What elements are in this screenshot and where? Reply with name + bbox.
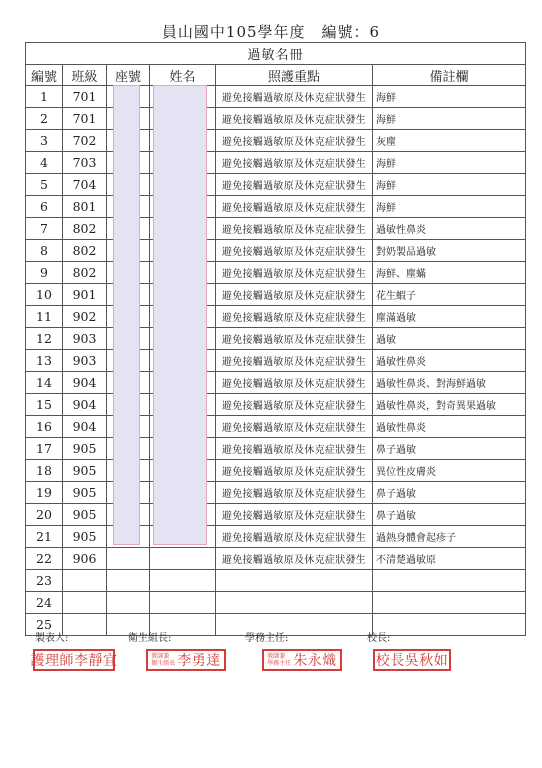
stamp-health-title xyxy=(151,653,175,667)
cell-class: 903 xyxy=(63,328,107,350)
cell-name xyxy=(150,548,216,570)
cell-number: 15 xyxy=(26,394,63,416)
table-row xyxy=(26,152,526,174)
cell-number: 5 xyxy=(26,174,63,196)
cell-care: 避免接觸過敏原及休克症狀發生 xyxy=(216,526,373,548)
cell-number: 22 xyxy=(26,548,63,570)
cell-care: 避免接觸過敏原及休克症狀發生 xyxy=(216,240,373,262)
cell-number: 16 xyxy=(26,416,63,438)
column-header-care: 照護重點 xyxy=(216,65,373,86)
cell-class: 905 xyxy=(63,504,107,526)
cell-class: 905 xyxy=(63,526,107,548)
cell-note: 異位性皮膚炎 xyxy=(373,460,526,482)
cell-note: 過敏 xyxy=(373,328,526,350)
table-caption-row xyxy=(26,43,526,65)
cell-care: 避免接觸過敏原及休克症狀發生 xyxy=(216,108,373,130)
cell-class: 904 xyxy=(63,372,107,394)
table-row xyxy=(26,570,526,592)
cell-care: 避免接觸過敏原及休克症狀發生 xyxy=(216,504,373,526)
cell-care: 避免接觸過敏原及休克症狀發生 xyxy=(216,306,373,328)
cell-note: 塵滿過敏 xyxy=(373,306,526,328)
column-header-number: 編號 xyxy=(26,65,63,86)
cell-care: 避免接觸過敏原及休克症狀發生 xyxy=(216,284,373,306)
cell-number: 1 xyxy=(26,86,63,108)
table-row xyxy=(26,526,526,548)
cell-care: 避免接觸過敏原及休克症狀發生 xyxy=(216,438,373,460)
stamp-principal xyxy=(373,649,451,671)
cell-number: 9 xyxy=(26,262,63,284)
cell-note: 海鮮 xyxy=(373,196,526,218)
column-header-class: 班級 xyxy=(63,65,107,86)
table-row xyxy=(26,174,526,196)
document-title: 員山國中105學年度 編號：6 xyxy=(161,23,381,41)
cell-care: 避免接觸過敏原及休克症狀發生 xyxy=(216,416,373,438)
cell-care: 避免接觸過敏原及休克症狀發生 xyxy=(216,548,373,570)
cell-note: 過熱身體會起疹子 xyxy=(373,526,526,548)
table-row xyxy=(26,592,526,614)
cell-seat xyxy=(107,570,150,592)
label-student-affairs-director: 學務主任: xyxy=(245,633,289,644)
cell-number: 23 xyxy=(26,570,63,592)
table-row xyxy=(26,262,526,284)
cell-note: 海鮮 xyxy=(373,108,526,130)
stamp-preparer xyxy=(30,649,118,671)
table-row xyxy=(26,218,526,240)
cell-class: 901 xyxy=(63,284,107,306)
cell-care: 避免接觸過敏原及休克症狀發生 xyxy=(216,174,373,196)
stamp-health-section-chief xyxy=(146,649,226,671)
cell-care: 避免接觸過敏原及休克症狀發生 xyxy=(216,152,373,174)
cell-number: 17 xyxy=(26,438,63,460)
stamp-affairs-title-line1: 教師兼 xyxy=(267,653,286,660)
table-row xyxy=(26,86,526,108)
cell-class: 802 xyxy=(63,240,107,262)
cell-note: 過敏性鼻炎 xyxy=(373,350,526,372)
cell-note: 海鮮 xyxy=(373,174,526,196)
label-preparer: 製表人: xyxy=(35,633,69,644)
cell-class: 703 xyxy=(63,152,107,174)
cell-care: 避免接觸過敏原及休克症狀發生 xyxy=(216,394,373,416)
cell-seat xyxy=(107,548,150,570)
cell-number: 2 xyxy=(26,108,63,130)
allergy-roster-table xyxy=(25,42,526,636)
cell-care: 避免接觸過敏原及休克症狀發生 xyxy=(216,372,373,394)
cell-note: 鼻子過敏 xyxy=(373,438,526,460)
table-row xyxy=(26,438,526,460)
cell-number: 10 xyxy=(26,284,63,306)
cell-seat xyxy=(107,592,150,614)
table-caption: 過敏名冊 xyxy=(26,43,526,65)
name-redaction xyxy=(153,85,207,545)
cell-care: 避免接觸過敏原及休克症狀發生 xyxy=(216,460,373,482)
stamp-affairs-title-line2: 學務主任 xyxy=(267,660,292,667)
cell-class xyxy=(63,570,107,592)
cell-care xyxy=(216,614,373,636)
cell-note: 海鮮 xyxy=(373,86,526,108)
cell-number: 8 xyxy=(26,240,63,262)
cell-number: 20 xyxy=(26,504,63,526)
cell-number: 21 xyxy=(26,526,63,548)
cell-care: 避免接觸過敏原及休克症狀發生 xyxy=(216,86,373,108)
column-header-seat: 座號 xyxy=(107,65,150,86)
cell-note: 過敏性鼻炎、對海鮮過敏 xyxy=(373,372,526,394)
cell-number: 7 xyxy=(26,218,63,240)
cell-name xyxy=(150,570,216,592)
cell-class: 701 xyxy=(63,108,107,130)
cell-class: 801 xyxy=(63,196,107,218)
label-health-section-chief: 衛生組長: xyxy=(128,633,172,644)
stamp-health-title-line1: 教師兼 xyxy=(151,653,170,660)
cell-care: 避免接觸過敏原及休克症狀發生 xyxy=(216,196,373,218)
table-body xyxy=(26,86,526,636)
cell-number: 18 xyxy=(26,460,63,482)
cell-class xyxy=(63,592,107,614)
cell-class: 802 xyxy=(63,262,107,284)
table-row xyxy=(26,504,526,526)
cell-class: 704 xyxy=(63,174,107,196)
cell-class xyxy=(63,614,107,636)
stamp-preparer-text: 護理師李靜宜 xyxy=(30,653,118,669)
table-row xyxy=(26,108,526,130)
cell-note: 海鮮 xyxy=(373,152,526,174)
column-header-name: 姓名 xyxy=(150,65,216,86)
cell-name xyxy=(150,592,216,614)
cell-care: 避免接觸過敏原及休克症狀發生 xyxy=(216,482,373,504)
cell-note: 鼻子過敏 xyxy=(373,482,526,504)
cell-class: 904 xyxy=(63,394,107,416)
cell-care: 避免接觸過敏原及休克症狀發生 xyxy=(216,350,373,372)
cell-class: 906 xyxy=(63,548,107,570)
table-header-row xyxy=(26,65,526,86)
stamp-affairs-name: 朱永熾 xyxy=(293,653,337,669)
cell-class: 702 xyxy=(63,130,107,152)
cell-note xyxy=(373,570,526,592)
cell-note: 鼻子過敏 xyxy=(373,504,526,526)
cell-note: 灰塵 xyxy=(373,130,526,152)
cell-note: 海鮮、塵蟎 xyxy=(373,262,526,284)
cell-number: 11 xyxy=(26,306,63,328)
cell-number: 14 xyxy=(26,372,63,394)
cell-number: 12 xyxy=(26,328,63,350)
table-row xyxy=(26,482,526,504)
cell-number: 6 xyxy=(26,196,63,218)
cell-care xyxy=(216,570,373,592)
cell-number: 3 xyxy=(26,130,63,152)
cell-note: 過敏性鼻炎 xyxy=(373,218,526,240)
table-row xyxy=(26,548,526,570)
label-principal: 校長: xyxy=(367,633,391,644)
cell-number: 25 xyxy=(26,614,63,636)
cell-care xyxy=(216,592,373,614)
cell-note: 花生蝦子 xyxy=(373,284,526,306)
seat-redaction xyxy=(113,85,140,545)
table-row xyxy=(26,460,526,482)
stamp-student-affairs-director xyxy=(262,649,342,671)
table-row xyxy=(26,284,526,306)
table-row xyxy=(26,196,526,218)
cell-class: 905 xyxy=(63,460,107,482)
cell-class: 902 xyxy=(63,306,107,328)
cell-note: 過敏性鼻炎 xyxy=(373,416,526,438)
cell-care: 避免接觸過敏原及休克症狀發生 xyxy=(216,218,373,240)
table-row xyxy=(26,328,526,350)
cell-class: 905 xyxy=(63,482,107,504)
cell-class: 903 xyxy=(63,350,107,372)
cell-care: 避免接觸過敏原及休克症狀發生 xyxy=(216,328,373,350)
table-row xyxy=(26,394,526,416)
cell-care: 避免接觸過敏原及休克症狀發生 xyxy=(216,130,373,152)
cell-number: 13 xyxy=(26,350,63,372)
table-row xyxy=(26,306,526,328)
cell-class: 904 xyxy=(63,416,107,438)
cell-note: 過敏性鼻炎，對奇異果過敏 xyxy=(373,394,526,416)
cell-care: 避免接觸過敏原及休克症狀發生 xyxy=(216,262,373,284)
table-row xyxy=(26,240,526,262)
stamp-principal-text: 校長吳秋如 xyxy=(375,653,449,669)
table-row xyxy=(26,372,526,394)
column-header-notes: 備註欄 xyxy=(373,65,526,86)
stamp-health-name: 李勇達 xyxy=(177,653,221,669)
table-row xyxy=(26,416,526,438)
cell-note: 不清楚過敏原 xyxy=(373,548,526,570)
cell-class: 802 xyxy=(63,218,107,240)
table-row xyxy=(26,130,526,152)
stamp-affairs-title xyxy=(267,653,291,667)
table-row xyxy=(26,350,526,372)
cell-number: 19 xyxy=(26,482,63,504)
cell-note xyxy=(373,592,526,614)
cell-number: 4 xyxy=(26,152,63,174)
cell-note: 對奶製品過敏 xyxy=(373,240,526,262)
cell-class: 701 xyxy=(63,86,107,108)
cell-number: 24 xyxy=(26,592,63,614)
cell-class: 905 xyxy=(63,438,107,460)
stamp-health-title-line2: 衛生組長 xyxy=(151,660,176,667)
cell-note xyxy=(373,614,526,636)
